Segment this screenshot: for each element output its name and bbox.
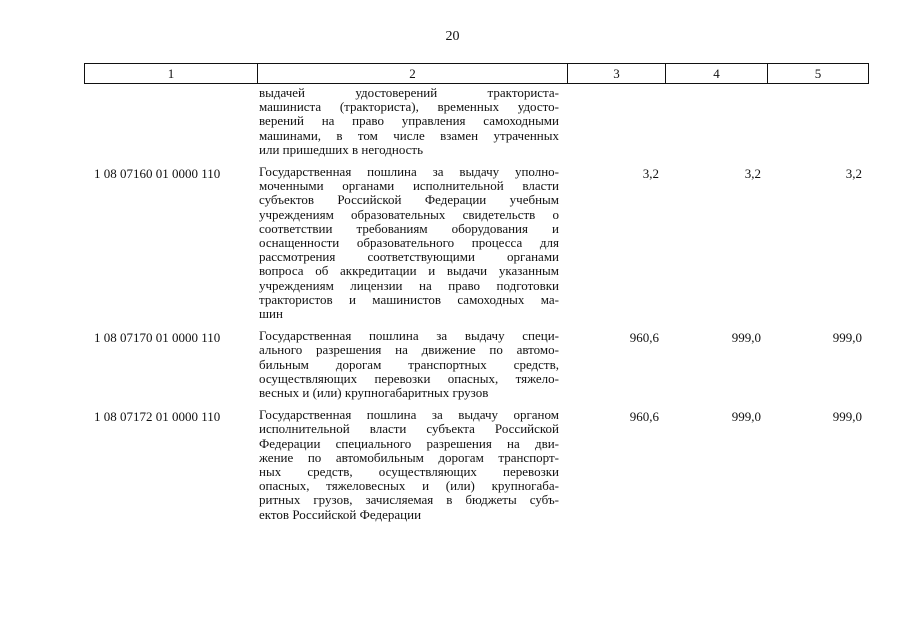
description-line: ритных грузов, зачисляемая в бюджеты субъ- [259, 492, 559, 508]
description-line: жение по автомобильным дорогам транспорт- [259, 449, 559, 465]
row-value-col4: 999,0 [731, 330, 761, 346]
description-line: Федерации специального разрешения на дви- [259, 435, 559, 451]
description-line: или пришедших в негодность [259, 141, 424, 157]
description-line: исполнительной власти субъекта Российской [259, 421, 559, 437]
description-line: трактористов и машинистов самоходных ма- [259, 291, 559, 307]
row-description [256, 329, 566, 400]
row-value-col3: 3,2 [642, 166, 659, 182]
description-line: машинами, в том числе взамен утраченных [259, 127, 559, 143]
table-row [84, 86, 867, 157]
description-line: осуществляющих перевозки опасных, тяжело- [259, 370, 559, 386]
row-code: 1 08 07160 01 0000 110 [94, 166, 221, 182]
description-line: Государственная пошлина за выдачу органом [259, 407, 559, 423]
row-value-col3: 960,6 [629, 330, 659, 346]
column-header-3: 3 [567, 64, 665, 83]
description-line: шин [259, 306, 283, 322]
row-value-col5: 999,0 [832, 409, 862, 425]
description-line: ных средств, осуществляющих перевозки [259, 464, 559, 480]
description-line: ального разрешения на движение по автомо- [259, 342, 559, 358]
row-value-col4: 999,0 [731, 409, 761, 425]
description-line: соответствии требованиям оборудования и [259, 220, 559, 236]
page-number: 20 [445, 29, 460, 44]
column-header-2: 2 [257, 64, 567, 83]
description-line: опасных, тяжеловесных и (или) крупногаба- [259, 478, 559, 494]
column-header-1: 1 [167, 66, 175, 81]
description-line: машиниста (тракториста), временных удосто- [259, 99, 559, 115]
row-code: 1 08 07170 01 0000 110 [94, 330, 221, 346]
row-description [256, 86, 566, 157]
row-description [256, 165, 566, 321]
row-value-col3: 960,6 [629, 409, 659, 425]
description-line: Государственная пошлина за выдачу уполно- [259, 164, 559, 180]
description-line: весных и (или) крупногабаритных грузов [259, 385, 489, 401]
table-row [84, 165, 867, 321]
table-body [84, 86, 867, 530]
description-line: вопроса об аккредитации и выдачи указанным [259, 263, 559, 279]
description-line: моченными органами исполнительной власти [259, 178, 559, 194]
column-header-5: 5 [767, 64, 868, 83]
description-line: выдачей удостоверений тракториста- [259, 85, 559, 100]
row-value-col4 [664, 86, 766, 157]
description-line: ектов Российской Федерации [259, 506, 422, 522]
table-row [84, 408, 867, 522]
row-value-col4: 3,2 [744, 166, 761, 182]
row-value-col5 [766, 86, 867, 157]
description-line: Государственная пошлина за выдачу специ- [259, 328, 559, 344]
description-line: субъектов Российской Федерации учебным [259, 192, 559, 208]
table-header-row [84, 63, 869, 84]
row-value-col5: 999,0 [832, 330, 862, 346]
row-code: 1 08 07172 01 0000 110 [94, 409, 221, 425]
row-value-col3 [566, 86, 664, 157]
row-value-col5: 3,2 [845, 166, 862, 182]
row-description [256, 408, 566, 522]
description-line: рассмотрения соответствующими органами [259, 249, 559, 265]
description-line: учреждениям лицензии на право подготовки [259, 277, 559, 293]
description-line: учреждениям образовательных свидетельств о [259, 206, 559, 222]
description-line: бильным дорогам транспортных средств, [259, 356, 559, 372]
column-header-4: 4 [665, 64, 767, 83]
row-code [84, 86, 256, 157]
description-line: верений на право управления самоходными [259, 113, 559, 129]
table-row [84, 329, 867, 400]
description-line: оснащенности образовательного процесса для [259, 235, 559, 251]
